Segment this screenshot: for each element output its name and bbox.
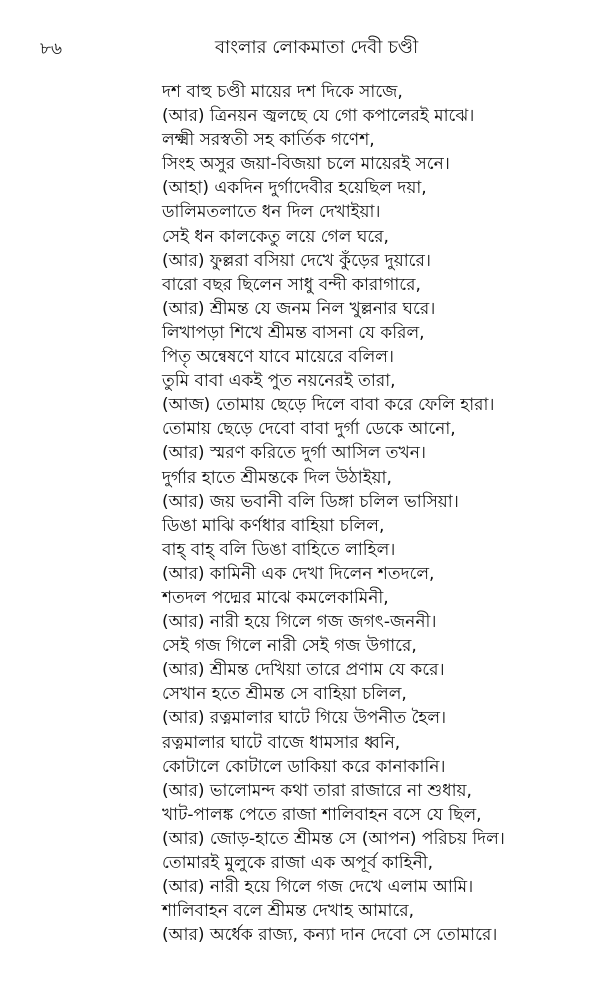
verse-line: (আর) নারী হয়ে গিলে গজ দেখে এলাম আমি। bbox=[162, 877, 474, 898]
verse-line: লিখাপড়া শিখে শ্রীমন্ত বাসনা যে করিল, bbox=[162, 322, 425, 343]
verse-line: সেখান হতে শ্রীমন্ত সে বাহিয়া চলিল, bbox=[162, 684, 407, 705]
verse-line: ডালিমতলাতে ধন দিল দেখাইয়া। bbox=[162, 202, 381, 223]
verse-line: পিতৃ অন্বেষণে যাবে মায়েরে বলিল। bbox=[162, 347, 394, 368]
verse-line: শতদল পদ্মের মাঝে কমলেকামিনী, bbox=[162, 587, 389, 608]
verse-line: দশ বাহু চণ্ডী মায়ের দশ দিকে সাজে, bbox=[162, 82, 403, 102]
page-number: ৮৬ bbox=[40, 39, 63, 59]
verse-line: শালিবাহন বলে শ্রীমন্ত দেখাহ আমারে, bbox=[162, 901, 415, 922]
verse-line: সেই ধন কালকেতু লয়ে গেল ঘরে, bbox=[162, 226, 389, 247]
verse-line: (আর) কামিনী এক দেখা দিলেন শতদলে, bbox=[162, 563, 435, 584]
verse-line: কোটালে কোটালে ডাকিয়া করে কানাকানি। bbox=[162, 756, 446, 777]
running-title: বাংলার লোকমাতা দেবী চণ্ডী bbox=[215, 37, 419, 58]
verse-line: তুমি বাবা একই পুত নয়নেরই তারা, bbox=[162, 371, 396, 392]
verse-line: (আহা) একদিন দুর্গাদেবীর হয়েছিল দয়া, bbox=[162, 178, 427, 199]
verse-line: লক্ষ্মী সরস্বতী সহ কার্তিক গণেশ, bbox=[162, 130, 375, 151]
verse-line: (আর) জয় ভবানী বলি ডিঙ্গা চলিল ভাসিয়া। bbox=[162, 491, 459, 512]
verse-line: সিংহ অসুর জয়া-বিজয়া চলে মায়েরই সনে। bbox=[162, 154, 450, 175]
verse-line: সেই গজ গিলে নারী সেই গজ উগারে, bbox=[162, 636, 417, 657]
verse-line: (আজ) তোমায় ছেড়ে দিলে বাবা করে ফেলি হারা। bbox=[162, 395, 495, 416]
verse-line: (আর) ত্রিনয়ন জ্বলছে যে গো কপালেরই মাঝে। bbox=[162, 106, 475, 127]
verse-line: দুর্গার হাতে শ্রীমন্তকে দিল উঠাইয়া, bbox=[162, 467, 392, 488]
verse-line: তোমারই মুলুকে রাজা এক অপূর্ব কাহিনী, bbox=[162, 853, 433, 873]
verse-line: (আর) জোড়-হাতে শ্রীমন্ত সে (আপন) পরিচয় দিল। bbox=[162, 828, 505, 849]
verse-line: (আর) ফুল্লরা বসিয়া দেখে কুঁড়ের দুয়ারে। bbox=[162, 250, 431, 271]
verse-line: বাহ্ বাহ্ বলি ডিঙা বাহিতে লাহিল। bbox=[162, 539, 396, 560]
verse-line: রত্নমালার ঘাটে বাজে ধামসার ধ্বনি, bbox=[162, 732, 401, 753]
verse-line: তোমায় ছেড়ে দেবো বাবা দুর্গা ডেকে আনো, bbox=[162, 419, 456, 440]
verse-line: (আর) ভালোমন্দ কথা তারা রাজারে না শুধায়, bbox=[162, 780, 472, 801]
verse-line: (আর) স্মরণ করিতে দুর্গা আসিল তখন। bbox=[162, 443, 426, 464]
verse-line: ডিঙা মাঝি কর্ণধার বাহিয়া চলিল, bbox=[162, 515, 385, 536]
verse-line: বারো বছর ছিলেন সাধু বন্দী কারাগারে, bbox=[162, 274, 421, 295]
verse-line: (আর) অর্ধেক রাজ্য, কন্যা দান দেবো সে তোমারে। bbox=[162, 925, 498, 946]
verse-line: (আর) শ্রীমন্ত যে জনম নিল খুল্লনার ঘরে। bbox=[162, 298, 436, 319]
verse-line: (আর) শ্রীমন্ত দেখিয়া তারে প্রণাম যে করে। bbox=[162, 660, 445, 681]
verse-block bbox=[162, 80, 592, 947]
verse-line: খাট-পালঙ্ক পেতে রাজা শালিবাহন বসে যে ছিল, bbox=[162, 804, 482, 825]
verse-line: (আর) নারী হয়ে গিলে গজ জগৎ-জননী। bbox=[162, 612, 437, 633]
verse-line: (আর) রত্নমালার ঘাটে গিয়ে উপনীত হৈল। bbox=[162, 708, 447, 729]
